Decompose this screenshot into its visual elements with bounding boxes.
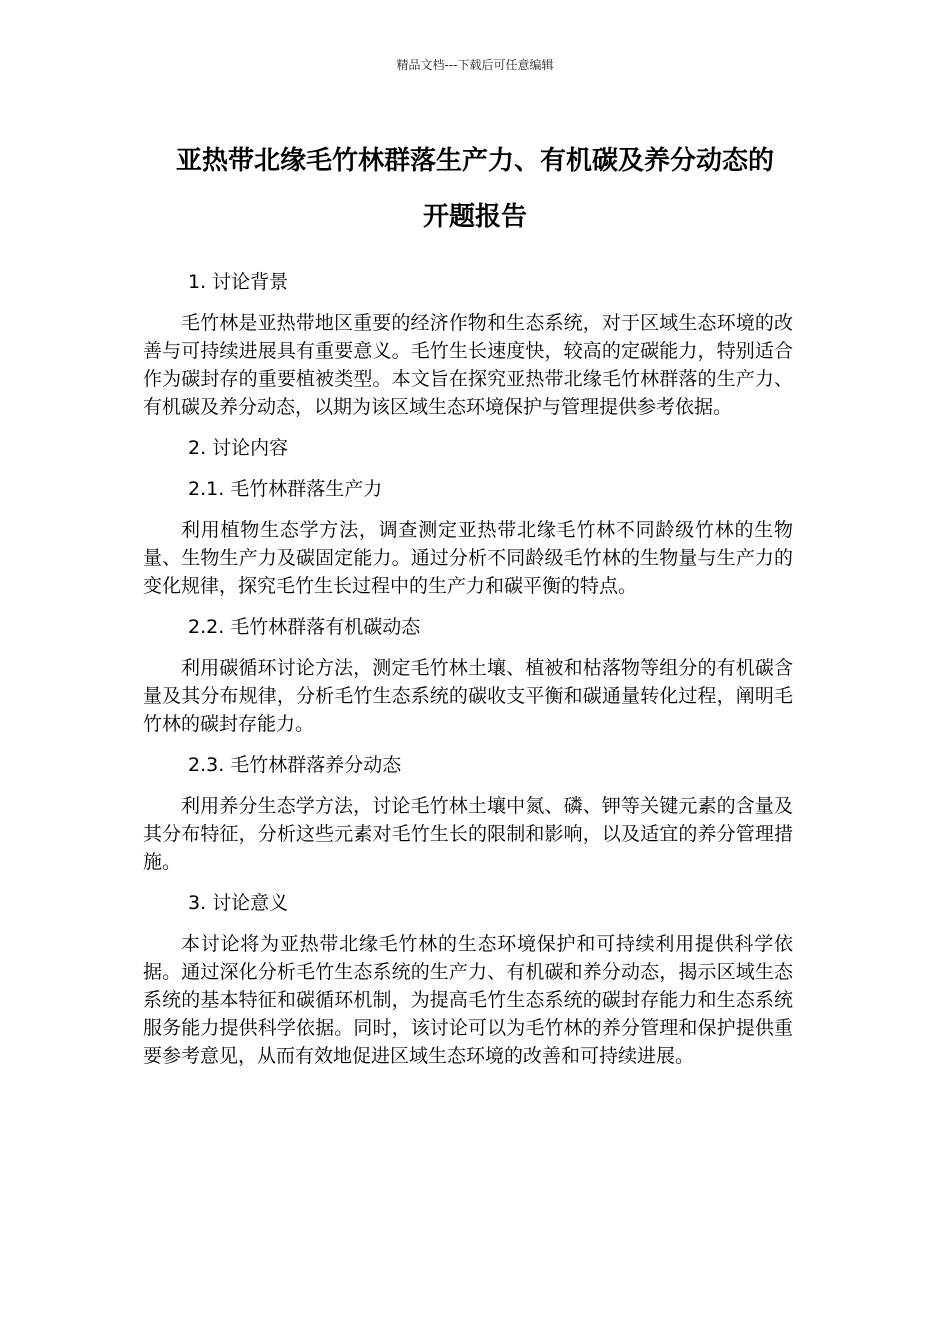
document-title (130, 133, 820, 245)
subsection-heading-productivity: 2.1. 毛竹林群落生产力 (188, 478, 383, 500)
paragraph-organic-carbon: 利用碳循环讨论方法，测定毛竹林土壤、植被和枯落物等组分的有机碳含量及其分布规律，分析毛竹生态系统的碳收支平衡和碳通量转化过程，阐明毛竹林的碳封存能力。 (143, 657, 793, 735)
paragraph-background: 毛竹林是亚热带地区重要的经济作物和生态系统，对于区域生态环境的改善与可持续进展具有重要意义。毛竹生长速度快，较高的定碳能力，特别适合作为碳封存的重要植被类型。本文旨在探究亚热带北缘毛竹林群落的生产力、有机碳及养分动态，以期为该区域生态环境保护与管理提供参考依据。 (143, 312, 793, 418)
paragraph-nutrients: 利用养分生态学方法，讨论毛竹林土壤中氮、磷、钾等关键元素的含量及其分布特征，分析这些元素对毛竹生长的限制和影响，以及适宜的养分管理措施。 (143, 795, 793, 873)
section-heading-background: 1. 讨论背景 (188, 271, 289, 293)
paragraph-significance: 本讨论将为亚热带北缘毛竹林的生态环境保护和可持续利用提供科学依据。通过深化分析毛竹生态系统的生产力、有机碳和养分动态，揭示区域生态系统的基本特征和碳循环机制，为提高毛竹生态系统的碳封存能力和生态系统服务能力提供科学依据。同时，该讨论可以为毛竹林的养分管理和保护提供重要参考意见，从而有效地促进区域生态环境的改善和可持续进展。 (143, 933, 793, 1067)
section-heading-content: 2. 讨论内容 (188, 437, 289, 459)
header-note: 精品文档---下载后可任意编辑 (396, 58, 554, 72)
paragraph-productivity: 利用植物生态学方法，调查测定亚热带北缘毛竹林不同龄级竹林的生物量、生物生产力及碳固定能力。通过分析不同龄级毛竹林的生物量与生产力的变化规律，探究毛竹生长过程中的生产力和碳平衡的特点。 (143, 519, 793, 597)
section-heading-significance: 3. 讨论意义 (188, 892, 289, 914)
title-line-2: 开题报告 (422, 202, 527, 232)
document-body (143, 268, 793, 1070)
subsection-heading-organic-carbon: 2.2. 毛竹林群落有机碳动态 (188, 616, 421, 638)
title-line-1: 亚热带北缘毛竹林群落生产力、有机碳及养分动态的 (175, 146, 774, 176)
subsection-heading-nutrients: 2.3. 毛竹林群落养分动态 (188, 754, 402, 776)
